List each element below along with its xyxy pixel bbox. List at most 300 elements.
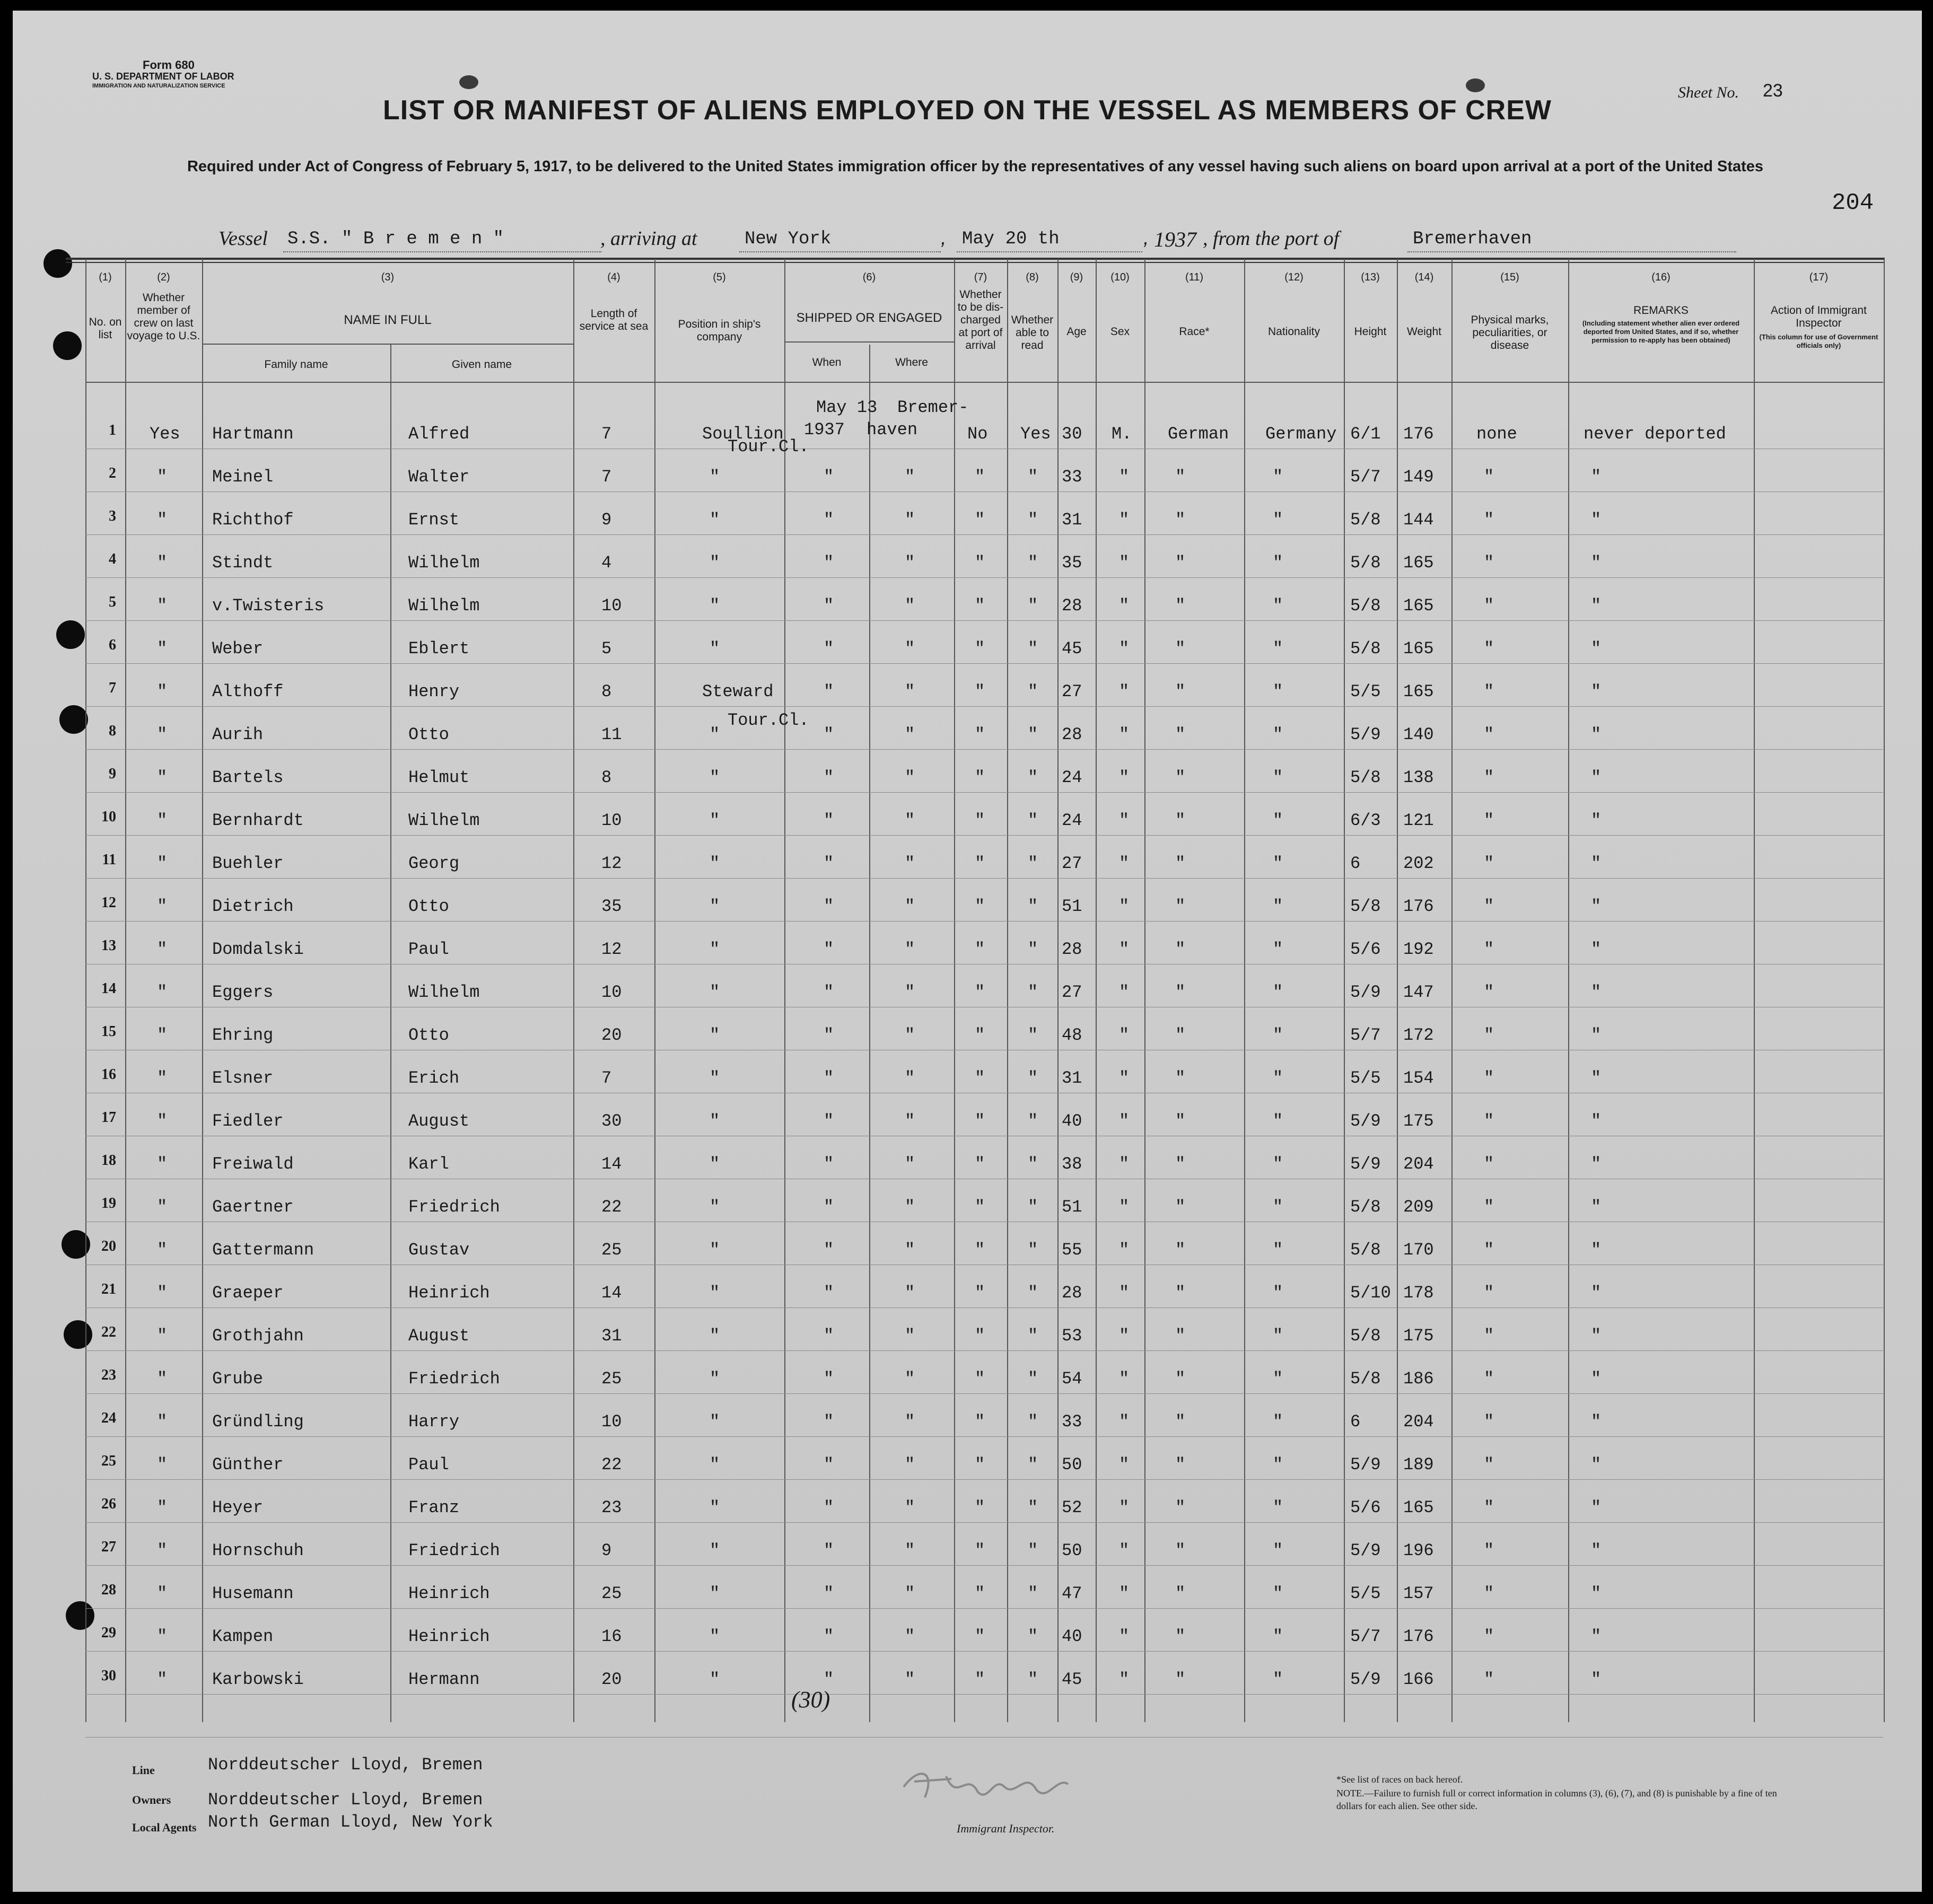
dotted-line bbox=[1407, 251, 1736, 252]
given-name-cell: Wilhelm bbox=[408, 596, 480, 616]
race-cell: " bbox=[1175, 1584, 1186, 1603]
age-cell: 33 bbox=[1062, 467, 1082, 487]
position-cell: " bbox=[710, 1498, 720, 1517]
column-number: (13) bbox=[1361, 271, 1380, 283]
family-name-cell: Elsner bbox=[212, 1068, 274, 1088]
height-cell: 6/3 bbox=[1350, 811, 1381, 830]
age-cell: 50 bbox=[1062, 1455, 1082, 1475]
discharged-cell: " bbox=[975, 639, 985, 659]
crew-cell: " bbox=[157, 854, 168, 873]
position-cell: " bbox=[710, 1240, 720, 1260]
column-divider bbox=[869, 345, 870, 1722]
nationality-cell: " bbox=[1273, 982, 1283, 1002]
column-number: (9) bbox=[1070, 271, 1083, 283]
sex-cell: " bbox=[1119, 510, 1130, 530]
crew-cell: " bbox=[157, 1326, 168, 1346]
height-cell: 5/8 bbox=[1350, 510, 1381, 530]
service-cell: 20 bbox=[601, 1025, 622, 1045]
position-cell: " bbox=[710, 639, 720, 659]
height-cell: 5/8 bbox=[1350, 1326, 1381, 1346]
column-divider bbox=[1057, 259, 1059, 1722]
given-name-cell: Helmut bbox=[408, 768, 470, 787]
read-cell: " bbox=[1028, 682, 1038, 701]
read-cell: " bbox=[1028, 1541, 1038, 1560]
discharged-cell: " bbox=[975, 897, 985, 916]
where-cell: " bbox=[905, 682, 915, 701]
header-family-name: Family name bbox=[264, 358, 328, 371]
family-name-cell: Aurih bbox=[212, 725, 264, 744]
read-cell: " bbox=[1028, 1025, 1038, 1045]
weight-cell: 121 bbox=[1403, 811, 1434, 830]
family-name-cell: Husemann bbox=[212, 1584, 294, 1603]
remarks-cell: " bbox=[1591, 1369, 1602, 1389]
year-comma: , bbox=[1143, 227, 1149, 249]
crew-cell: " bbox=[157, 682, 168, 701]
crew-cell: " bbox=[157, 1240, 168, 1260]
marks-cell: " bbox=[1484, 854, 1494, 873]
discharged-cell: " bbox=[975, 510, 985, 530]
crew-cell: " bbox=[157, 553, 168, 573]
read-cell: " bbox=[1028, 510, 1038, 530]
row-number: 7 bbox=[109, 680, 116, 696]
read-cell: " bbox=[1028, 1498, 1038, 1517]
race-cell: " bbox=[1175, 1670, 1186, 1689]
row-rule bbox=[85, 1608, 1883, 1609]
header-position: Position in ship's company bbox=[678, 318, 761, 343]
family-name-cell: Althoff bbox=[212, 682, 284, 701]
weight-cell: 154 bbox=[1403, 1068, 1434, 1088]
marks-cell: " bbox=[1484, 639, 1494, 659]
read-cell: " bbox=[1028, 1283, 1038, 1303]
column-number: (5) bbox=[713, 271, 726, 283]
column-number: (12) bbox=[1284, 271, 1304, 283]
row-number: 11 bbox=[102, 852, 116, 868]
marks-cell: none bbox=[1476, 424, 1517, 444]
sex-cell: " bbox=[1119, 1369, 1130, 1389]
weight-cell: 192 bbox=[1403, 940, 1434, 959]
service-cell: 22 bbox=[601, 1197, 622, 1217]
header-discharged: Whether to be dis-charged at port of arrival bbox=[957, 288, 1004, 352]
age-cell: 54 bbox=[1062, 1369, 1082, 1389]
row-number: 28 bbox=[101, 1582, 116, 1598]
height-cell: 5/9 bbox=[1350, 1541, 1381, 1560]
age-cell: 51 bbox=[1062, 1197, 1082, 1217]
height-cell: 5/9 bbox=[1350, 982, 1381, 1002]
service-cell: 20 bbox=[601, 1670, 622, 1689]
age-cell: 28 bbox=[1062, 596, 1082, 616]
column-number: (11) bbox=[1185, 271, 1204, 283]
service-cell: 31 bbox=[601, 1326, 622, 1346]
family-name-cell: Dietrich bbox=[212, 897, 294, 916]
where-cell: " bbox=[905, 1670, 915, 1689]
weight-cell: 147 bbox=[1403, 982, 1434, 1002]
nationality-cell: " bbox=[1273, 1111, 1283, 1131]
discharged-cell: " bbox=[975, 1283, 985, 1303]
nationality-cell: " bbox=[1273, 768, 1283, 787]
column-divider bbox=[954, 259, 955, 1722]
race-cell: " bbox=[1175, 1025, 1186, 1045]
remarks-cell: " bbox=[1591, 1670, 1602, 1689]
arriving-label: , arriving at bbox=[600, 227, 697, 250]
service-cell: 12 bbox=[601, 940, 622, 959]
sex-cell: " bbox=[1119, 1498, 1130, 1517]
read-cell: " bbox=[1028, 1670, 1038, 1689]
where-cell: " bbox=[905, 1240, 915, 1260]
nationality-cell: " bbox=[1273, 897, 1283, 916]
discharged-cell: " bbox=[975, 768, 985, 787]
when-cell: May 13 bbox=[816, 398, 878, 417]
weight-cell: 166 bbox=[1403, 1670, 1434, 1689]
service-cell: 12 bbox=[601, 854, 622, 873]
service-cell: 7 bbox=[601, 467, 612, 487]
height-cell: 5/7 bbox=[1350, 1627, 1381, 1646]
weight-cell: 165 bbox=[1403, 1498, 1434, 1517]
column-number: (15) bbox=[1500, 271, 1519, 283]
when-cell: " bbox=[824, 982, 834, 1002]
arrival-date: May 20 th bbox=[962, 229, 1060, 249]
header-name-in-full: NAME IN FULL bbox=[344, 313, 432, 327]
service-cell: 11 bbox=[601, 725, 622, 744]
agents-value: North German Lloyd, New York bbox=[208, 1812, 493, 1832]
marks-cell: " bbox=[1484, 811, 1494, 830]
marks-cell: " bbox=[1484, 1326, 1494, 1346]
read-cell: " bbox=[1028, 811, 1038, 830]
row-rule bbox=[85, 706, 1883, 707]
column-divider bbox=[573, 259, 574, 1722]
crew-cell: " bbox=[157, 1025, 168, 1045]
when-cell: " bbox=[824, 1283, 834, 1303]
crew-cell: " bbox=[157, 1584, 168, 1603]
marks-cell: " bbox=[1484, 553, 1494, 573]
discharged-cell: " bbox=[975, 1197, 985, 1217]
weight-cell: 170 bbox=[1403, 1240, 1434, 1260]
where-cell: " bbox=[905, 1498, 915, 1517]
nationality-cell: " bbox=[1273, 682, 1283, 701]
given-name-cell: Eblert bbox=[408, 639, 470, 659]
height-cell: 5/9 bbox=[1350, 1111, 1381, 1131]
row-rule bbox=[85, 663, 1883, 664]
sex-cell: " bbox=[1119, 854, 1130, 873]
column-number: (7) bbox=[974, 271, 987, 283]
row-number: 19 bbox=[101, 1195, 116, 1212]
pin-mark bbox=[1466, 78, 1485, 92]
where-cell: " bbox=[905, 940, 915, 959]
name-header-rule bbox=[202, 344, 573, 345]
header-where: Where bbox=[895, 356, 928, 368]
row-rule bbox=[85, 1694, 1883, 1695]
when-cell: " bbox=[824, 897, 834, 916]
header-able-to-read: Whether able to read bbox=[1011, 314, 1054, 352]
height-cell: 5/7 bbox=[1350, 467, 1381, 487]
nationality-cell: " bbox=[1273, 811, 1283, 830]
read-cell: Yes bbox=[1020, 424, 1051, 444]
sex-cell: " bbox=[1119, 1670, 1130, 1689]
position-cell: " bbox=[710, 467, 720, 487]
weight-cell: 165 bbox=[1403, 639, 1434, 659]
given-name-cell: Karl bbox=[408, 1154, 449, 1174]
discharged-cell: " bbox=[975, 553, 985, 573]
shipped-header-rule bbox=[784, 341, 954, 343]
read-cell: " bbox=[1028, 725, 1038, 744]
marks-cell: " bbox=[1484, 725, 1494, 744]
read-cell: " bbox=[1028, 467, 1038, 487]
race-cell: " bbox=[1175, 811, 1186, 830]
when-cell: " bbox=[824, 510, 834, 530]
dotted-line bbox=[739, 251, 941, 252]
where-cell: " bbox=[905, 982, 915, 1002]
when-cell: " bbox=[824, 1326, 834, 1346]
family-name-cell: Richthof bbox=[212, 510, 294, 530]
marks-cell: " bbox=[1484, 1154, 1494, 1174]
family-name-cell: Karbowski bbox=[212, 1670, 304, 1689]
race-cell: " bbox=[1175, 1412, 1186, 1432]
row-number: 1 bbox=[109, 422, 116, 438]
page-number: 204 bbox=[1832, 190, 1874, 216]
given-name-cell: Otto bbox=[408, 1025, 449, 1045]
height-cell: 6 bbox=[1350, 854, 1361, 873]
family-name-cell: Grube bbox=[212, 1369, 264, 1389]
when-cell: " bbox=[824, 725, 834, 744]
header-physical-marks: Physical marks, peculiarities, or disease bbox=[1471, 314, 1549, 352]
row-rule bbox=[85, 1393, 1883, 1394]
when-cell: " bbox=[824, 854, 834, 873]
sex-cell: " bbox=[1119, 1025, 1130, 1045]
sex-cell: M. bbox=[1112, 424, 1132, 444]
crew-cell: " bbox=[157, 1455, 168, 1475]
row-number: 17 bbox=[101, 1109, 116, 1126]
weight-cell: 178 bbox=[1403, 1283, 1434, 1303]
given-name-cell: Wilhelm bbox=[408, 811, 480, 830]
given-name-cell: Gustav bbox=[408, 1240, 470, 1260]
header-crew-last-voyage: Whether member of crew on last voyage to U.S. bbox=[127, 292, 200, 342]
race-cell: " bbox=[1175, 510, 1186, 530]
read-cell: " bbox=[1028, 553, 1038, 573]
header-length-of-service: Length of service at sea bbox=[579, 308, 649, 332]
discharged-cell: " bbox=[975, 1412, 985, 1432]
header-remarks-note: (Including statement whether alien ever ordered deported from United States, and if so, whether permission to re-apply has been obtained) bbox=[1582, 319, 1740, 344]
owners-value: Norddeutscher Lloyd, Bremen bbox=[208, 1790, 483, 1810]
column-number: (4) bbox=[607, 271, 620, 283]
where-cell: " bbox=[905, 1627, 915, 1646]
marks-cell: " bbox=[1484, 1025, 1494, 1045]
where-cell: " bbox=[905, 553, 915, 573]
races-note: *See list of races on back hereof. bbox=[1336, 1774, 1463, 1785]
form-number: Form 680 bbox=[143, 58, 195, 72]
marks-cell: " bbox=[1484, 1455, 1494, 1475]
given-name-cell: Paul bbox=[408, 1455, 449, 1475]
weight-cell: 204 bbox=[1403, 1412, 1434, 1432]
race-cell: " bbox=[1175, 467, 1186, 487]
position-cell-line2: Tour.Cl. bbox=[728, 437, 809, 457]
service-cell: 16 bbox=[601, 1627, 622, 1646]
read-cell: " bbox=[1028, 1326, 1038, 1346]
given-name-cell: Erich bbox=[408, 1068, 460, 1088]
weight-cell: 157 bbox=[1403, 1584, 1434, 1603]
service-cell: 10 bbox=[601, 596, 622, 616]
age-cell: 27 bbox=[1062, 854, 1082, 873]
row-number: 18 bbox=[101, 1152, 116, 1169]
header-bottom-rule bbox=[85, 382, 1883, 383]
sex-cell: " bbox=[1119, 768, 1130, 787]
header-age: Age bbox=[1066, 326, 1087, 338]
height-cell: 5/9 bbox=[1350, 1154, 1381, 1174]
given-name-cell: Heinrich bbox=[408, 1627, 490, 1646]
read-cell: " bbox=[1028, 854, 1038, 873]
family-name-cell: Domdalski bbox=[212, 940, 304, 959]
height-cell: 5/8 bbox=[1350, 897, 1381, 916]
age-cell: 53 bbox=[1062, 1326, 1082, 1346]
sheet-number-label: Sheet No. bbox=[1678, 84, 1739, 101]
marks-cell: " bbox=[1484, 510, 1494, 530]
race-cell: " bbox=[1175, 1154, 1186, 1174]
height-cell: 5/8 bbox=[1350, 1197, 1381, 1217]
position-cell: " bbox=[710, 1369, 720, 1389]
form-department: U. S. DEPARTMENT OF LABOR bbox=[92, 71, 234, 82]
row-number: 20 bbox=[101, 1238, 116, 1254]
discharged-cell: " bbox=[975, 1627, 985, 1646]
when-cell: " bbox=[824, 1025, 834, 1045]
column-divider bbox=[784, 259, 785, 1722]
crew-cell: " bbox=[157, 725, 168, 744]
nationality-cell: " bbox=[1273, 1455, 1283, 1475]
service-cell: 5 bbox=[601, 639, 612, 659]
race-cell: " bbox=[1175, 897, 1186, 916]
remarks-cell: " bbox=[1591, 510, 1602, 530]
position-cell-line2: Tour.Cl. bbox=[728, 710, 809, 730]
where-cell: " bbox=[905, 639, 915, 659]
sex-cell: " bbox=[1119, 1326, 1130, 1346]
column-number: (2) bbox=[157, 271, 170, 283]
position-cell: " bbox=[710, 1326, 720, 1346]
crew-cell: " bbox=[157, 639, 168, 659]
remarks-cell: " bbox=[1591, 467, 1602, 487]
row-number: 2 bbox=[109, 465, 116, 481]
when-cell: " bbox=[824, 1369, 834, 1389]
marks-cell: " bbox=[1484, 1627, 1494, 1646]
sex-cell: " bbox=[1119, 1197, 1130, 1217]
where-cell: " bbox=[905, 467, 915, 487]
nationality-cell: " bbox=[1273, 467, 1283, 487]
read-cell: " bbox=[1028, 1369, 1038, 1389]
manifest-paper bbox=[13, 11, 1922, 1892]
position-cell: " bbox=[710, 768, 720, 787]
row-number: 27 bbox=[101, 1539, 116, 1555]
nationality-cell: " bbox=[1273, 1025, 1283, 1045]
race-cell: " bbox=[1175, 1111, 1186, 1131]
where-cell: " bbox=[905, 1283, 915, 1303]
row-number: 23 bbox=[101, 1367, 116, 1383]
race-cell: " bbox=[1175, 1455, 1186, 1475]
sex-cell: " bbox=[1119, 596, 1130, 616]
race-cell: " bbox=[1175, 982, 1186, 1002]
service-cell: 9 bbox=[601, 510, 612, 530]
height-cell: 5/8 bbox=[1350, 639, 1381, 659]
family-name-cell: Fiedler bbox=[212, 1111, 284, 1131]
given-name-cell: Alfred bbox=[408, 424, 470, 444]
row-rule bbox=[85, 1737, 1883, 1738]
race-cell: " bbox=[1175, 768, 1186, 787]
marks-cell: " bbox=[1484, 1670, 1494, 1689]
column-number: (3) bbox=[381, 271, 395, 283]
position-cell: " bbox=[710, 1111, 720, 1131]
sex-cell: " bbox=[1119, 1068, 1130, 1088]
when-cell: " bbox=[824, 1068, 834, 1088]
when-cell: " bbox=[824, 1584, 834, 1603]
discharged-cell: " bbox=[975, 1111, 985, 1131]
discharged-cell: " bbox=[975, 1541, 985, 1560]
family-name-cell: Kampen bbox=[212, 1627, 274, 1646]
position-cell: " bbox=[710, 1670, 720, 1689]
nationality-cell: " bbox=[1273, 1584, 1283, 1603]
row-number: 30 bbox=[101, 1668, 116, 1684]
position-cell: " bbox=[710, 553, 720, 573]
page-subtitle: Required under Act of Congress of February 5, 1917, to be delivered to the United States immigration officer by the representatives of any vessel having such aliens on board upon arrival at a port of the United States bbox=[187, 158, 1764, 175]
marks-cell: " bbox=[1484, 596, 1494, 616]
age-cell: 30 bbox=[1062, 424, 1082, 444]
position-cell: " bbox=[710, 1541, 720, 1560]
given-name-cell: Harry bbox=[408, 1412, 460, 1432]
crew-cell: " bbox=[157, 1627, 168, 1646]
service-cell: 7 bbox=[601, 424, 612, 444]
discharged-cell: No bbox=[967, 424, 988, 444]
marks-cell: " bbox=[1484, 467, 1494, 487]
remarks-cell: " bbox=[1591, 1455, 1602, 1475]
pin-mark bbox=[459, 75, 478, 89]
family-name-cell: Freiwald bbox=[212, 1154, 294, 1174]
remarks-cell: " bbox=[1591, 1498, 1602, 1517]
when-cell: " bbox=[824, 639, 834, 659]
row-rule bbox=[85, 835, 1883, 836]
header-no-on-list: No. on list bbox=[89, 316, 122, 341]
when-cell: " bbox=[824, 467, 834, 487]
position-cell: " bbox=[710, 1455, 720, 1475]
sex-cell: " bbox=[1119, 1455, 1130, 1475]
row-number: 8 bbox=[109, 723, 116, 739]
height-cell: 5/9 bbox=[1350, 1455, 1381, 1475]
marks-cell: " bbox=[1484, 897, 1494, 916]
nationality-cell: " bbox=[1273, 1197, 1283, 1217]
given-name-cell: Wilhelm bbox=[408, 553, 480, 573]
row-rule bbox=[85, 921, 1883, 922]
where-cell: " bbox=[905, 1412, 915, 1432]
weight-cell: 176 bbox=[1403, 897, 1434, 916]
column-number: (8) bbox=[1026, 271, 1039, 283]
sex-cell: " bbox=[1119, 811, 1130, 830]
discharged-cell: " bbox=[975, 854, 985, 873]
marks-cell: " bbox=[1484, 1541, 1494, 1560]
crew-cell: Yes bbox=[150, 424, 180, 444]
given-name-cell: Otto bbox=[408, 897, 449, 916]
row-number: 10 bbox=[101, 809, 116, 825]
family-name-cell: Hornschuh bbox=[212, 1541, 304, 1560]
weight-cell: 202 bbox=[1403, 854, 1434, 873]
remarks-cell: " bbox=[1591, 682, 1602, 701]
arrival-year: 1937 bbox=[1154, 227, 1196, 251]
header-inspector-note: (This column for use of Government officials only) bbox=[1759, 333, 1878, 349]
given-name-cell: Otto bbox=[408, 725, 449, 744]
column-number: (6) bbox=[862, 271, 876, 283]
when-cell: " bbox=[824, 768, 834, 787]
weight-cell: 175 bbox=[1403, 1111, 1434, 1131]
service-cell: 4 bbox=[601, 553, 612, 573]
age-cell: 28 bbox=[1062, 725, 1082, 744]
position-cell: " bbox=[710, 1283, 720, 1303]
remarks-cell: " bbox=[1591, 1627, 1602, 1646]
marks-cell: " bbox=[1484, 1498, 1494, 1517]
crew-cell: " bbox=[157, 1068, 168, 1088]
age-cell: 31 bbox=[1062, 510, 1082, 530]
column-divider bbox=[1397, 259, 1398, 1722]
